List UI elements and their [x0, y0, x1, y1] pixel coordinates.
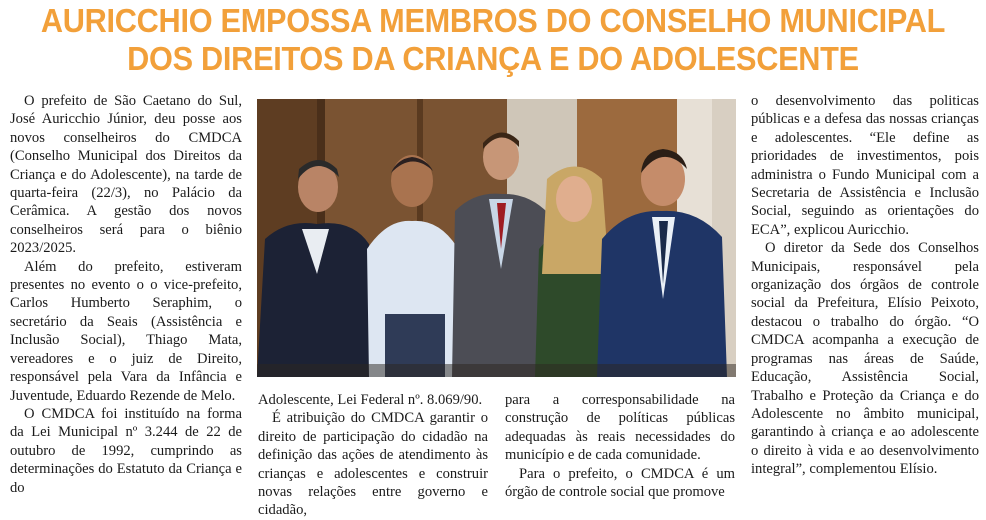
paragraph: O diretor da Sede dos Conselhos Municipais, responsável pela organização dos órgãos de controle social da Prefeitura, Elísio Peixoto, destacou o trabalho do órgão. “O CMDCA acompanha a execução de programas nas áreas de Saúde, Educação, Assistência Social, Trabalho e Proteção da Criança e do Adolescente no âmbito municipal, garantindo à criança e ao adolescente o direito à vida e ao desenvolvimento integral”, complementou Elísio.	[751, 240, 979, 478]
paragraph: Adolescente, Lei Federal nº. 8.069/90.	[258, 392, 483, 408]
article-column-4	[751, 92, 979, 479]
paragraph: o desenvolvimento das politicas públicas e a defesa das nossas crianças e adolescentes. “Ele define as prioridades de investimentos, pois administra o Fundo Municipal com a Secretaria de Assistência e Inclusão Social, seguindo as orientações do ECA”, explicou Auricchio.	[751, 93, 979, 238]
paragraph: O prefeito de São Caetano do Sul, José Auricchio Júnior, deu posse aos novos conselheiros do CMDCA (Conselho Municipal dos Direitos da Criança e do Adolescente), na tarde de quarta-feira (22/3), no Palácio da Cerâmica. A gestão dos novos conselheiros será para o biênio 2023/2025.	[10, 93, 242, 257]
article-column-3	[505, 391, 735, 501]
group-photo-illustration	[257, 99, 736, 377]
paragraph: O CMDCA foi instituído na forma da Lei Municipal nº 3.244 de 22 de outubro de 1992, cumprindo as determinações do Estatuto da Criança e do	[10, 405, 242, 496]
paragraph: Além do prefeito, estiveram presentes no evento o o vice-prefeito, Carlos Humberto Seraphim, o secretário da Seais (Assistência e Inclusão Social), Thiago Mata, vereadores e o juiz de Direito, responsável pela Vara da Infância e Juventude, Eduardo Rezende de Melo.	[10, 258, 242, 404]
paragraph: É atribuição do CMDCA garantir o direito de participação do cidadão na definição das ações de atendimento às crianças e adolescentes e construir novas relações entre governo e cidadão,	[258, 410, 488, 519]
article-column-1	[10, 92, 242, 497]
headline	[35, 2, 952, 78]
headline-line-1: AURICCHIO EMPOSSA MEMBROS DO CONSELHO MUNICIPAL	[40, 2, 946, 39]
paragraph: para a corresponsabilidade na construção de políticas públicas adequadas às reais necessidades do município e de cada comunidade.	[505, 392, 735, 464]
article-column-2	[258, 391, 488, 520]
paragraph: Para o prefeito, o CMDCA é um órgão de controle social que promove	[505, 465, 735, 501]
headline-line-2: DOS DIREITOS DA CRIANÇA E DO ADOLESCENTE	[127, 40, 859, 77]
event-photo	[257, 99, 736, 377]
